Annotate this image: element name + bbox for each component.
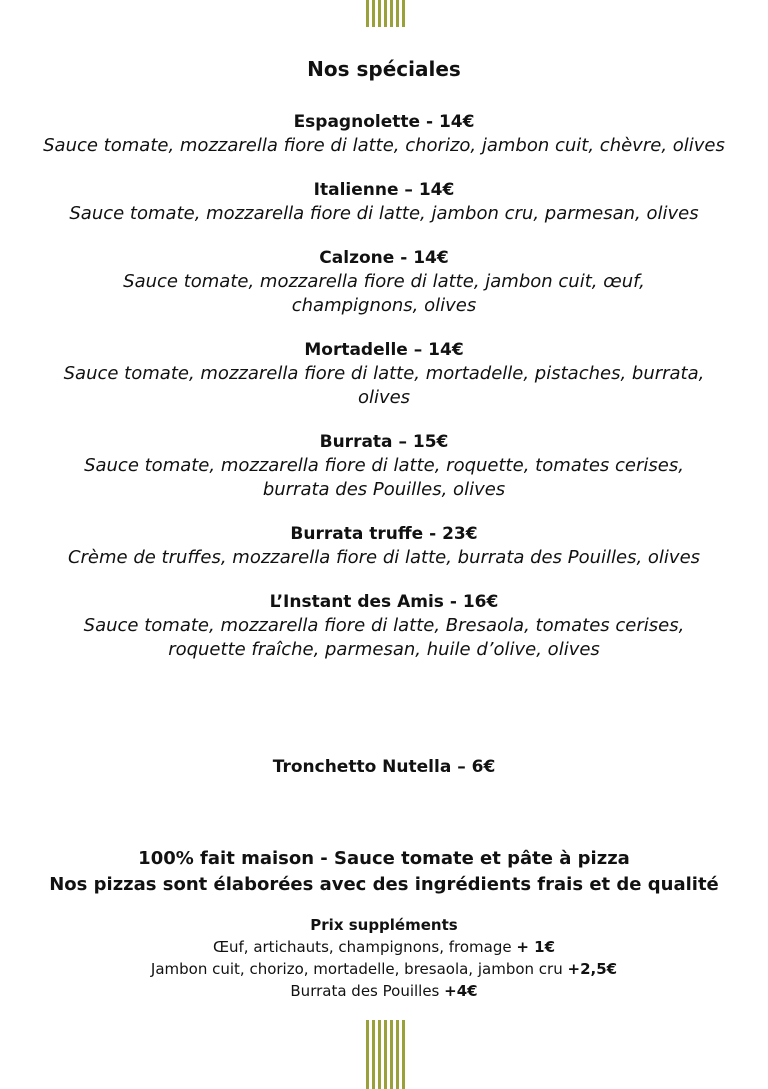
supplement-price: +2,5€ xyxy=(567,960,618,978)
supplement-row: Œuf, artichauts, champignons, fromage + 1€ xyxy=(212,938,556,956)
item-separator: - xyxy=(420,112,439,132)
supplement-price: + 1€ xyxy=(516,938,556,956)
decorative-stripes-bottom xyxy=(366,1020,405,1089)
item-name: L’Instant des Amis xyxy=(269,592,444,612)
item-price: 14€ xyxy=(438,112,475,132)
item-separator: – xyxy=(392,432,413,452)
item-price: 15€ xyxy=(412,432,449,452)
item-name: Espagnolette xyxy=(293,112,421,132)
menu-item xyxy=(0,110,768,158)
item-name: Burrata truffe xyxy=(290,524,424,544)
page-title: Nos spéciales xyxy=(307,57,461,81)
item-separator: - xyxy=(394,248,414,268)
footer-notes xyxy=(0,846,768,898)
item-name: Calzone xyxy=(319,248,395,268)
item-separator: – xyxy=(407,340,429,360)
item-name: Burrata xyxy=(319,432,393,452)
item-description: Sauce tomate, mozzarella fiore di latte, roquette, tomates cerises, burrata des Pouilles, olives xyxy=(84,455,684,500)
menu-list xyxy=(0,110,768,682)
item-price: 16€ xyxy=(462,592,499,612)
menu-item xyxy=(0,522,768,570)
supplement-price: +4€ xyxy=(444,982,478,1000)
footer-line-1: 100% fait maison - Sauce tomate et pâte à pizza xyxy=(138,848,630,869)
menu-item xyxy=(0,430,768,502)
item-name: Mortadelle xyxy=(304,340,408,360)
item-name: Italienne xyxy=(313,180,399,200)
decorative-stripes-top xyxy=(366,0,405,27)
footer-line-2: Nos pizzas sont élaborées avec des ingrédients frais et de qualité xyxy=(49,874,719,895)
item-price: 14€ xyxy=(418,180,455,200)
menu-item xyxy=(0,246,768,318)
supplements-heading: Prix suppléments xyxy=(310,916,458,934)
supplement-row: Jambon cuit, chorizo, mortadelle, bresaola, jambon cru +2,5€ xyxy=(150,960,618,978)
item-separator: - xyxy=(423,524,443,544)
dessert-item: Tronchetto Nutella – 6€ xyxy=(272,757,496,777)
item-separator: - xyxy=(443,592,463,612)
supplement-row: Burrata des Pouilles +4€ xyxy=(290,982,478,1000)
item-description: Sauce tomate, mozzarella fiore di latte, jambon cuit, œuf, champignons, olives xyxy=(123,271,645,316)
item-price: 23€ xyxy=(442,524,478,544)
item-description: Sauce tomate, mozzarella fiore di latte, jambon cru, parmesan, olives xyxy=(69,203,699,224)
menu-item xyxy=(0,338,768,410)
supplements-section xyxy=(0,914,768,1002)
menu-item xyxy=(0,178,768,226)
item-description: Crème de truffes, mozzarella fiore di latte, burrata des Pouilles, olives xyxy=(67,547,701,568)
item-price: 14€ xyxy=(413,248,449,268)
item-description: Sauce tomate, mozzarella fiore di latte, Bresaola, tomates cerises, roquette fraîche, parmesan, huile d’olive, olives xyxy=(83,615,685,660)
item-description: Sauce tomate, mozzarella fiore di latte, mortadelle, pistaches, burrata, olives xyxy=(63,363,705,408)
menu-item xyxy=(0,590,768,662)
item-description: Sauce tomate, mozzarella fiore di latte, chorizo, jambon cuit, chèvre, olives xyxy=(43,135,725,156)
item-price: 14€ xyxy=(428,340,464,360)
item-separator: – xyxy=(398,180,419,200)
